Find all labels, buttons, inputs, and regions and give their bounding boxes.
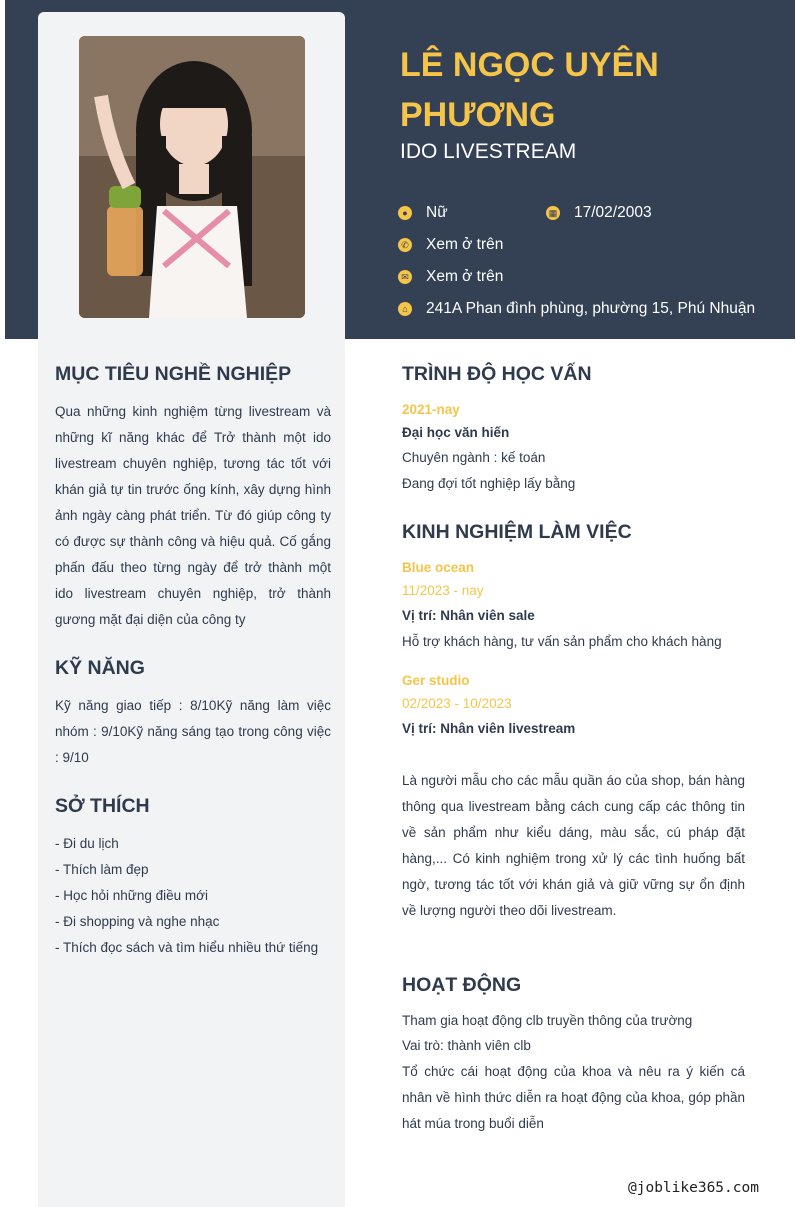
activities-title: HOẠT ĐỘNG [402,974,522,996]
hobby-item: - Đi du lịch [55,836,119,851]
job-description: Hỗ trợ khách hàng, tư vấn sản phẩm cho khách hàng [402,634,722,649]
job-position: Vị trí: Nhân viên livestream [402,721,576,736]
education-status: Đang đợi tốt nghiệp lấy bằng [402,476,576,491]
phone-icon: ✆ [398,238,412,252]
gender-value: Nữ [426,204,448,221]
education-period: 2021-nay [402,402,460,417]
calendar-icon: ▦ [546,206,560,220]
phone-value: Xem ở trên [426,236,504,253]
job-period: 11/2023 - nay [402,583,484,598]
email-row [398,268,503,286]
birthdate-value: 17/02/2003 [574,204,652,221]
experience-title: KINH NGHIỆM LÀM VIỆC [402,521,632,543]
hobby-item: - Đi shopping và nghe nhạc [55,914,220,929]
gender-row [398,204,448,222]
objective-text: Qua những kinh nghiệm từng livestream và những kĩ năng khác để Trở thành một ido livestream chuyên nghiệp, tương tác tốt với khán giả tự tin trước ống kính, xây dựng hình ảnh ngày càng phát triển. Từ đó giúp công ty có được sự thành công và hiệu quả. Cố gắng phấn đấu theo từng ngày để trở thành một ido livestream chuyên nghiệp, trở thành gương mặt đại diện của công ty [55,404,331,627]
skills-title: KỸ NĂNG [55,657,145,679]
user-icon: ● [398,206,412,220]
job-title: IDO LIVESTREAM [400,140,577,163]
address-row [398,300,755,318]
education-school: Đại học văn hiến [402,425,510,440]
address-value: 241A Phan đình phùng, phường 15, Phú Nhuận [426,300,756,317]
job-description: Là người mẫu cho các mẫu quần áo của shop, bán hàng thông qua livestream bằng cách cung cấp các thông tin về sản phẩm như kiểu dáng, màu sắc, cú pháp đặt hàng,... Có kinh nghiệm trong xử lý các tình huống bất ngờ, tương tác tốt với khán giả và giữ vững sự ổn định về lượng người theo dõi livestream. [402,773,745,918]
job-company: Blue ocean [402,560,475,575]
email-value: Xem ở trên [426,268,504,285]
job-company: Ger studio [402,673,470,688]
hobby-item: - Học hỏi những điều mới [55,888,208,903]
profile-photo [79,36,305,318]
activity-description: Tổ chức cái hoạt động của khoa và nêu ra ý kiến cá nhân về hình thức diễn ra hoạt động của khoa, góp phần hát múa trong buổi diễn [402,1064,745,1131]
watermark: @joblike365.com [628,1180,759,1196]
hobby-item: - Thích đọc sách và tìm hiểu nhiều thứ tiếng [55,940,319,955]
activity-role: Vai trò: thành viên clb [402,1038,531,1053]
birthdate-row [546,204,652,222]
phone-row [398,236,503,254]
job-period: 02/2023 - 10/2023 [402,696,512,711]
hobbies-title: SỞ THÍCH [55,795,150,817]
mail-icon: ✉ [398,270,412,284]
home-icon: ⌂ [398,302,412,316]
job-position: Vị trí: Nhân viên sale [402,608,535,623]
education-title: TRÌNH ĐỘ HỌC VẤN [402,363,592,385]
activity-line: Tham gia hoạt động clb truyền thông của trường [402,1013,693,1028]
candidate-name: LÊ NGỌC UYÊN PHƯƠNG [400,46,659,134]
skills-text: Kỹ năng giao tiếp : 8/10Kỹ năng làm việc nhóm : 9/10Kỹ năng sáng tạo trong công việc : 9/10 [55,698,331,765]
education-major: Chuyên ngành : kế toán [402,450,546,465]
hobby-item: - Thích làm đẹp [55,862,149,877]
objective-title: MỤC TIÊU NGHỀ NGHIỆP [55,363,292,385]
